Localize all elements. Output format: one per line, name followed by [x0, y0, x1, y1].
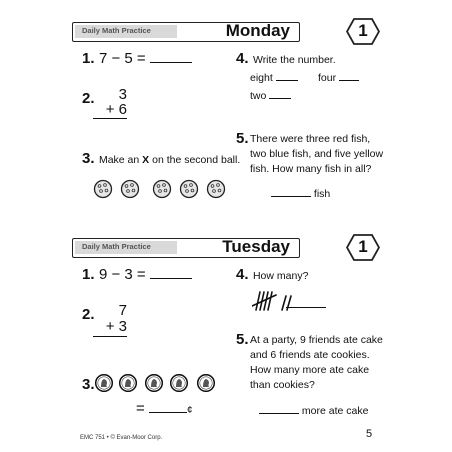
addend-bottom: + 6	[105, 101, 127, 118]
answer-blank[interactable]	[149, 401, 187, 413]
number-word: eight	[250, 72, 273, 84]
prompt-post: on the second ball.	[149, 154, 241, 166]
monday-banner	[72, 18, 376, 45]
practice-number: 1	[358, 21, 368, 40]
question-1	[82, 266, 192, 284]
question-1	[82, 50, 192, 68]
answer-blank[interactable]	[150, 268, 192, 279]
banner-label: Daily Math Practice	[82, 242, 151, 251]
question-4	[236, 50, 336, 68]
answer-blank[interactable]	[269, 88, 291, 99]
question-number: 3.	[82, 150, 95, 167]
prompt: Write the number.	[252, 54, 336, 66]
question-4	[236, 266, 308, 284]
coin-icon	[170, 374, 188, 392]
ball[interactable]	[152, 179, 172, 199]
day-title: Monday	[225, 21, 290, 40]
word-problem	[250, 333, 450, 393]
question-number: 5.	[236, 130, 249, 147]
addend-top: 7	[118, 302, 127, 319]
problem-line: and 6 friends ate cookies.	[250, 349, 370, 361]
cent-sign: ¢	[186, 405, 193, 416]
hexagon-badge	[346, 18, 380, 45]
answer-unit: more ate cake	[301, 405, 369, 417]
expression: 7 − 5 =	[98, 50, 146, 67]
coin-icon	[197, 374, 215, 392]
question-number: 1.	[82, 266, 95, 283]
problem-line: At a party, 9 friends ate cake	[250, 334, 383, 346]
question-number: 4.	[236, 50, 249, 67]
equals-sign: =	[136, 400, 145, 417]
x-mark-label: X	[142, 154, 150, 166]
question-number: 4.	[236, 266, 249, 283]
problem-line: than cookies?	[250, 379, 315, 391]
number-word: four	[318, 72, 337, 84]
hexagon-badge	[346, 234, 380, 261]
question-number: 2.	[82, 90, 95, 107]
coin-icon	[119, 374, 137, 392]
answer-blank[interactable]	[286, 297, 326, 308]
day-title: Tuesday	[222, 237, 290, 256]
page-number: 5	[366, 428, 373, 440]
coin-icon	[145, 374, 163, 392]
word-eight	[250, 70, 298, 86]
question-5	[236, 331, 249, 349]
tuesday-banner	[72, 234, 376, 261]
answer-blank[interactable]	[150, 52, 192, 63]
addend-top: 3	[118, 86, 127, 103]
answer-blank[interactable]	[339, 70, 359, 81]
answer-unit: fish	[313, 188, 331, 200]
word-two	[250, 88, 291, 104]
question-3	[82, 150, 240, 168]
ball[interactable]	[179, 179, 199, 199]
question-number: 2.	[82, 306, 95, 323]
sum-line	[93, 118, 127, 119]
prompt-pre: Make an	[98, 154, 143, 166]
question-3	[82, 376, 95, 394]
answer-blank[interactable]	[276, 70, 298, 81]
answer-blank[interactable]	[259, 403, 299, 414]
word-problem	[250, 132, 450, 177]
prompt: How many?	[252, 270, 309, 282]
question-number: 3.	[82, 376, 95, 393]
answer-blank[interactable]	[271, 186, 311, 197]
problem-line: fish. How many fish in all?	[250, 163, 372, 175]
question-5	[236, 130, 249, 148]
ball[interactable]	[206, 179, 226, 199]
coin-total-row	[136, 400, 193, 417]
addend-bottom: + 3	[105, 318, 127, 335]
banner-label: Daily Math Practice	[82, 26, 151, 35]
sum-line	[93, 336, 127, 337]
answer-row	[271, 186, 330, 202]
ball[interactable]	[93, 179, 113, 199]
problem-line: There were three red fish,	[250, 133, 371, 145]
word-four	[318, 70, 359, 86]
problem-line: two blue fish, and five yellow	[250, 148, 384, 160]
expression: 9 − 3 =	[98, 266, 146, 283]
ball[interactable]	[120, 179, 140, 199]
answer-row	[259, 403, 368, 419]
problem-line: How many more ate cake	[250, 364, 370, 376]
question-number: 1.	[82, 50, 95, 67]
coin-icon	[95, 374, 113, 392]
number-word: two	[250, 90, 267, 102]
footer-credit: EMC 751 • © Evan-Moor Corp.	[80, 435, 163, 441]
practice-number: 1	[358, 237, 368, 256]
question-number: 5.	[236, 331, 249, 348]
